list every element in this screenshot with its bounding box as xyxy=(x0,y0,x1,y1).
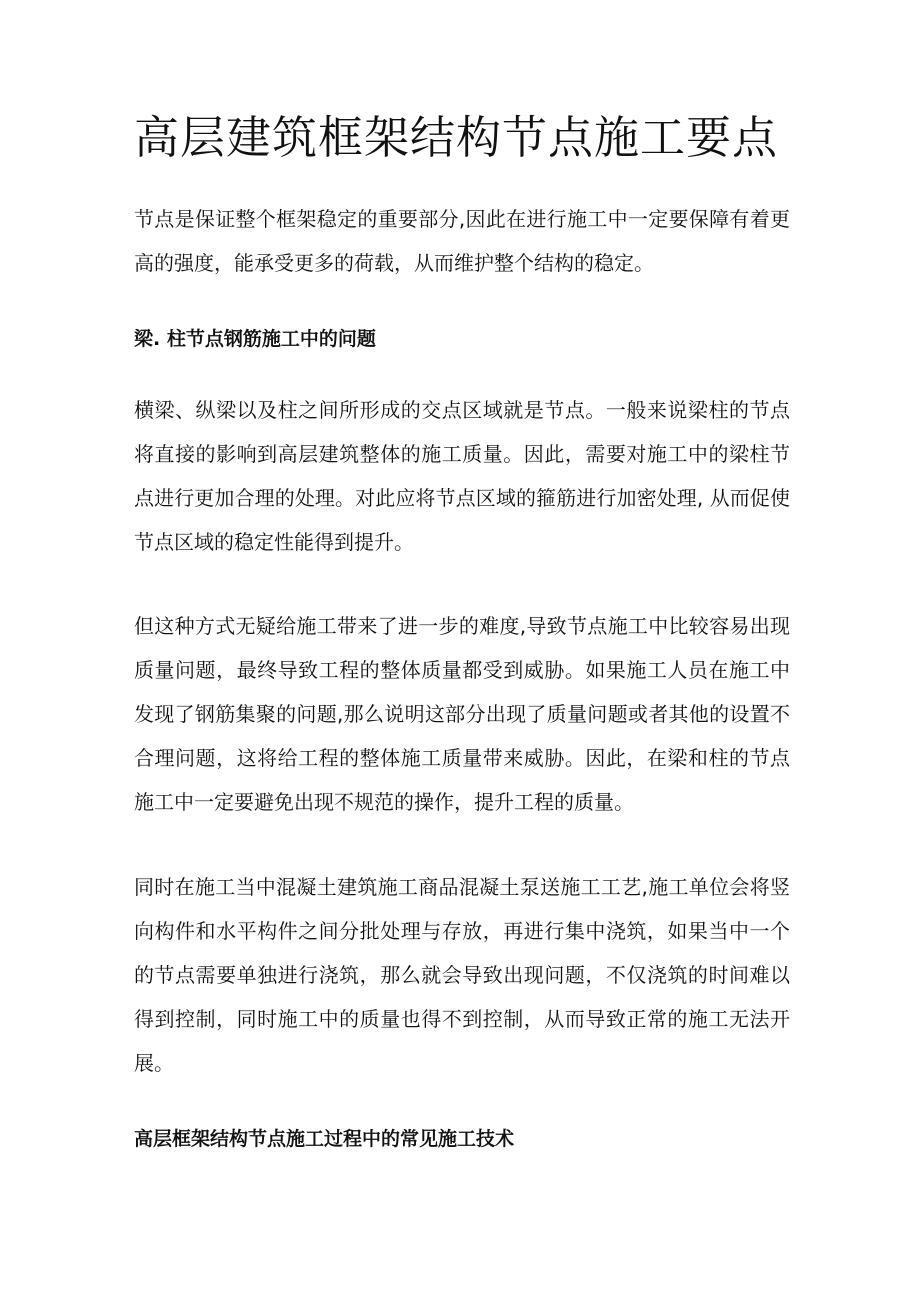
page-title: 高层建筑框架结构节点施工要点 xyxy=(134,111,779,164)
intro-paragraph: 节点是保证整个框架稳定的重要部分,因此在进行施工中一定要保障有着更高的强度，能承受更多的荷载，从而维护整个结构的稳定。 xyxy=(134,207,790,275)
body-paragraph-2: 但这种方式无疑给施工带来了进一步的难度,导致节点施工中比较容易出现质量问题，最终导致工程的整体质量都受到威胁。如果施工人员在施工中发现了钢筋集聚的问题,那么说明这部分出现了质量问题或者其他的设置不合理问题，这将给工程的整体施工质量带来威胁。因此，在梁和柱的节点施工中一定要避免出现不规范的操作，提升工程的质量。 xyxy=(134,614,790,814)
body-paragraph-1: 横梁、纵梁以及柱之间所形成的交点区域就是节点。一般来说梁柱的节点将直接的影响到高层建筑整体的施工质量。因此，需要对施工中的梁柱节点进行更加合理的处理。对此应将节点区域的箍筋进行加密处理, 从而促使节点区域的稳定性能得到提升。 xyxy=(134,398,790,554)
section-heading-techniques: 高层框架结构节点施工过程中的常见施工技术 xyxy=(134,1128,515,1150)
body-paragraph-3: 同时在施工当中混凝土建筑施工商品混凝土泵送施工工艺,施工单位会将竖向构件和水平构件之间分批处理与存放，再进行集中浇筑，如果当中一个的节点需要单独进行浇筑，那么就会导致出现问题，不仅浇筑的时间难以得到控制，同时施工中的质量也得不到控制，从而导致正常的施工无法开展。 xyxy=(134,875,790,1075)
section-heading-beam-column: 梁. 柱节点钢筋施工中的问题 xyxy=(134,328,376,350)
